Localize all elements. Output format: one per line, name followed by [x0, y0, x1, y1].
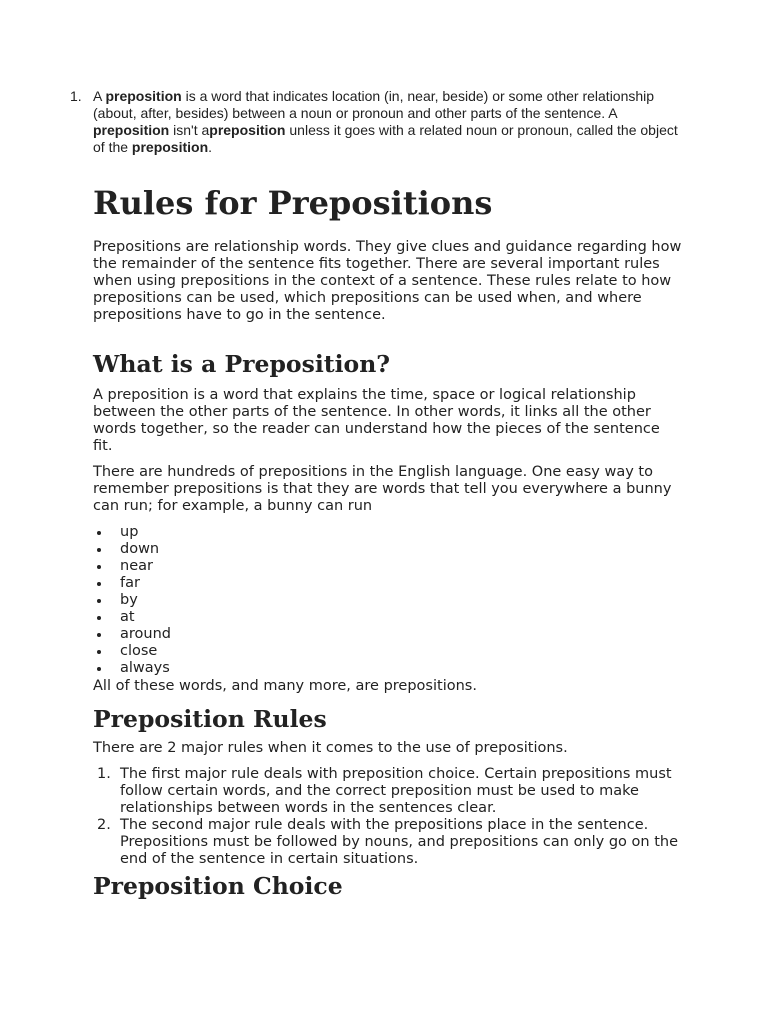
list-number: 1. [97, 766, 111, 782]
choice-heading: Preposition Choice [93, 872, 343, 900]
what-is-paragraph: A preposition is a word that explains the time, space or logical relationship between the other parts of the sentence. In other words, it links all the other words together, so the reader can understand how the pieces of the sentence fit. [93, 387, 660, 454]
intro-segment: A [93, 88, 106, 104]
list-item [93, 575, 493, 592]
bunny-closing-text: All of these words, and many more, are prepositions. [93, 678, 477, 694]
rules-heading: Preposition Rules [93, 705, 327, 733]
list-item-text: by [120, 592, 138, 608]
list-item-text: near [120, 558, 153, 574]
list-item [93, 609, 493, 626]
intro-segment-bold: preposition [93, 122, 170, 138]
rule-text: The second major rule deals with the prepositions place in the sentence. Prepositions must be followed by nouns, and prepositions can only go on the end of the sentence in certain situations. [120, 817, 678, 867]
list-item-text: up [120, 524, 139, 540]
intro-segment: is a word that indicates location (in, near, beside) or some other relationship (about, after, besides) between a noun or pronoun and other parts of the sentence. A [93, 88, 655, 121]
bullet-icon [97, 582, 101, 586]
intro-segment-bold: preposition [209, 122, 286, 138]
rule-item [93, 817, 683, 868]
intro-segment-bold: preposition [105, 88, 182, 104]
page-title: Rules for Prepositions [93, 184, 493, 222]
what-is-heading: What is a Preposition? [93, 350, 391, 378]
rule-text: The first major rule deals with preposition choice. Certain prepositions must follow certain words, and the correct preposition must be used to make relationships between words in the sentences clear. [120, 766, 672, 816]
bullet-icon [97, 667, 101, 671]
list-item-text: always [120, 660, 170, 676]
bullet-icon [97, 616, 101, 620]
bullet-icon [97, 650, 101, 654]
list-item-text: far [120, 575, 140, 591]
intro-segment: isn't a [169, 122, 210, 138]
list-item [93, 558, 493, 575]
list-item-text: close [120, 643, 158, 659]
intro-definition-item [62, 88, 682, 156]
bullet-icon [97, 633, 101, 637]
intro-segment-bold: preposition [131, 139, 209, 155]
list-item-text: at [120, 609, 135, 625]
bunny-word-list [93, 524, 493, 677]
intro-segment: . [208, 139, 213, 155]
intro-segment: unless it goes with a related noun or pronoun, called the object of the [93, 122, 678, 155]
list-item-text: around [120, 626, 171, 642]
rules-lead-text: There are 2 major rules when it comes to the use of prepositions. [93, 740, 568, 756]
intro-paragraph: Prepositions are relationship words. They give clues and guidance regarding how the remainder of the sentence fits together. There are several important rules when using prepositions in the context of a sentence. These rules relate to how prepositions can be used, which prepositions can be used when, and where prepositions have to go in the sentence. [93, 239, 682, 323]
list-number: 2. [97, 817, 111, 833]
bullet-icon [97, 531, 101, 535]
list-item [93, 524, 493, 541]
rules-list [93, 766, 683, 868]
bullet-icon [97, 565, 101, 569]
list-item [93, 660, 493, 677]
intro-definition-list [62, 88, 682, 156]
list-item-text: down [120, 541, 160, 557]
list-number: 1. [70, 88, 82, 104]
bullet-icon [97, 599, 101, 603]
list-item [93, 626, 493, 643]
list-item [93, 592, 493, 609]
bullet-icon [97, 548, 101, 552]
bunny-paragraph: There are hundreds of prepositions in the English language. One easy way to remember prepositions is that they are words that tell you everywhere a bunny can run; for example, a bunny can run [93, 464, 672, 514]
list-item [93, 541, 493, 558]
rule-item [93, 766, 683, 817]
list-item [93, 643, 493, 660]
